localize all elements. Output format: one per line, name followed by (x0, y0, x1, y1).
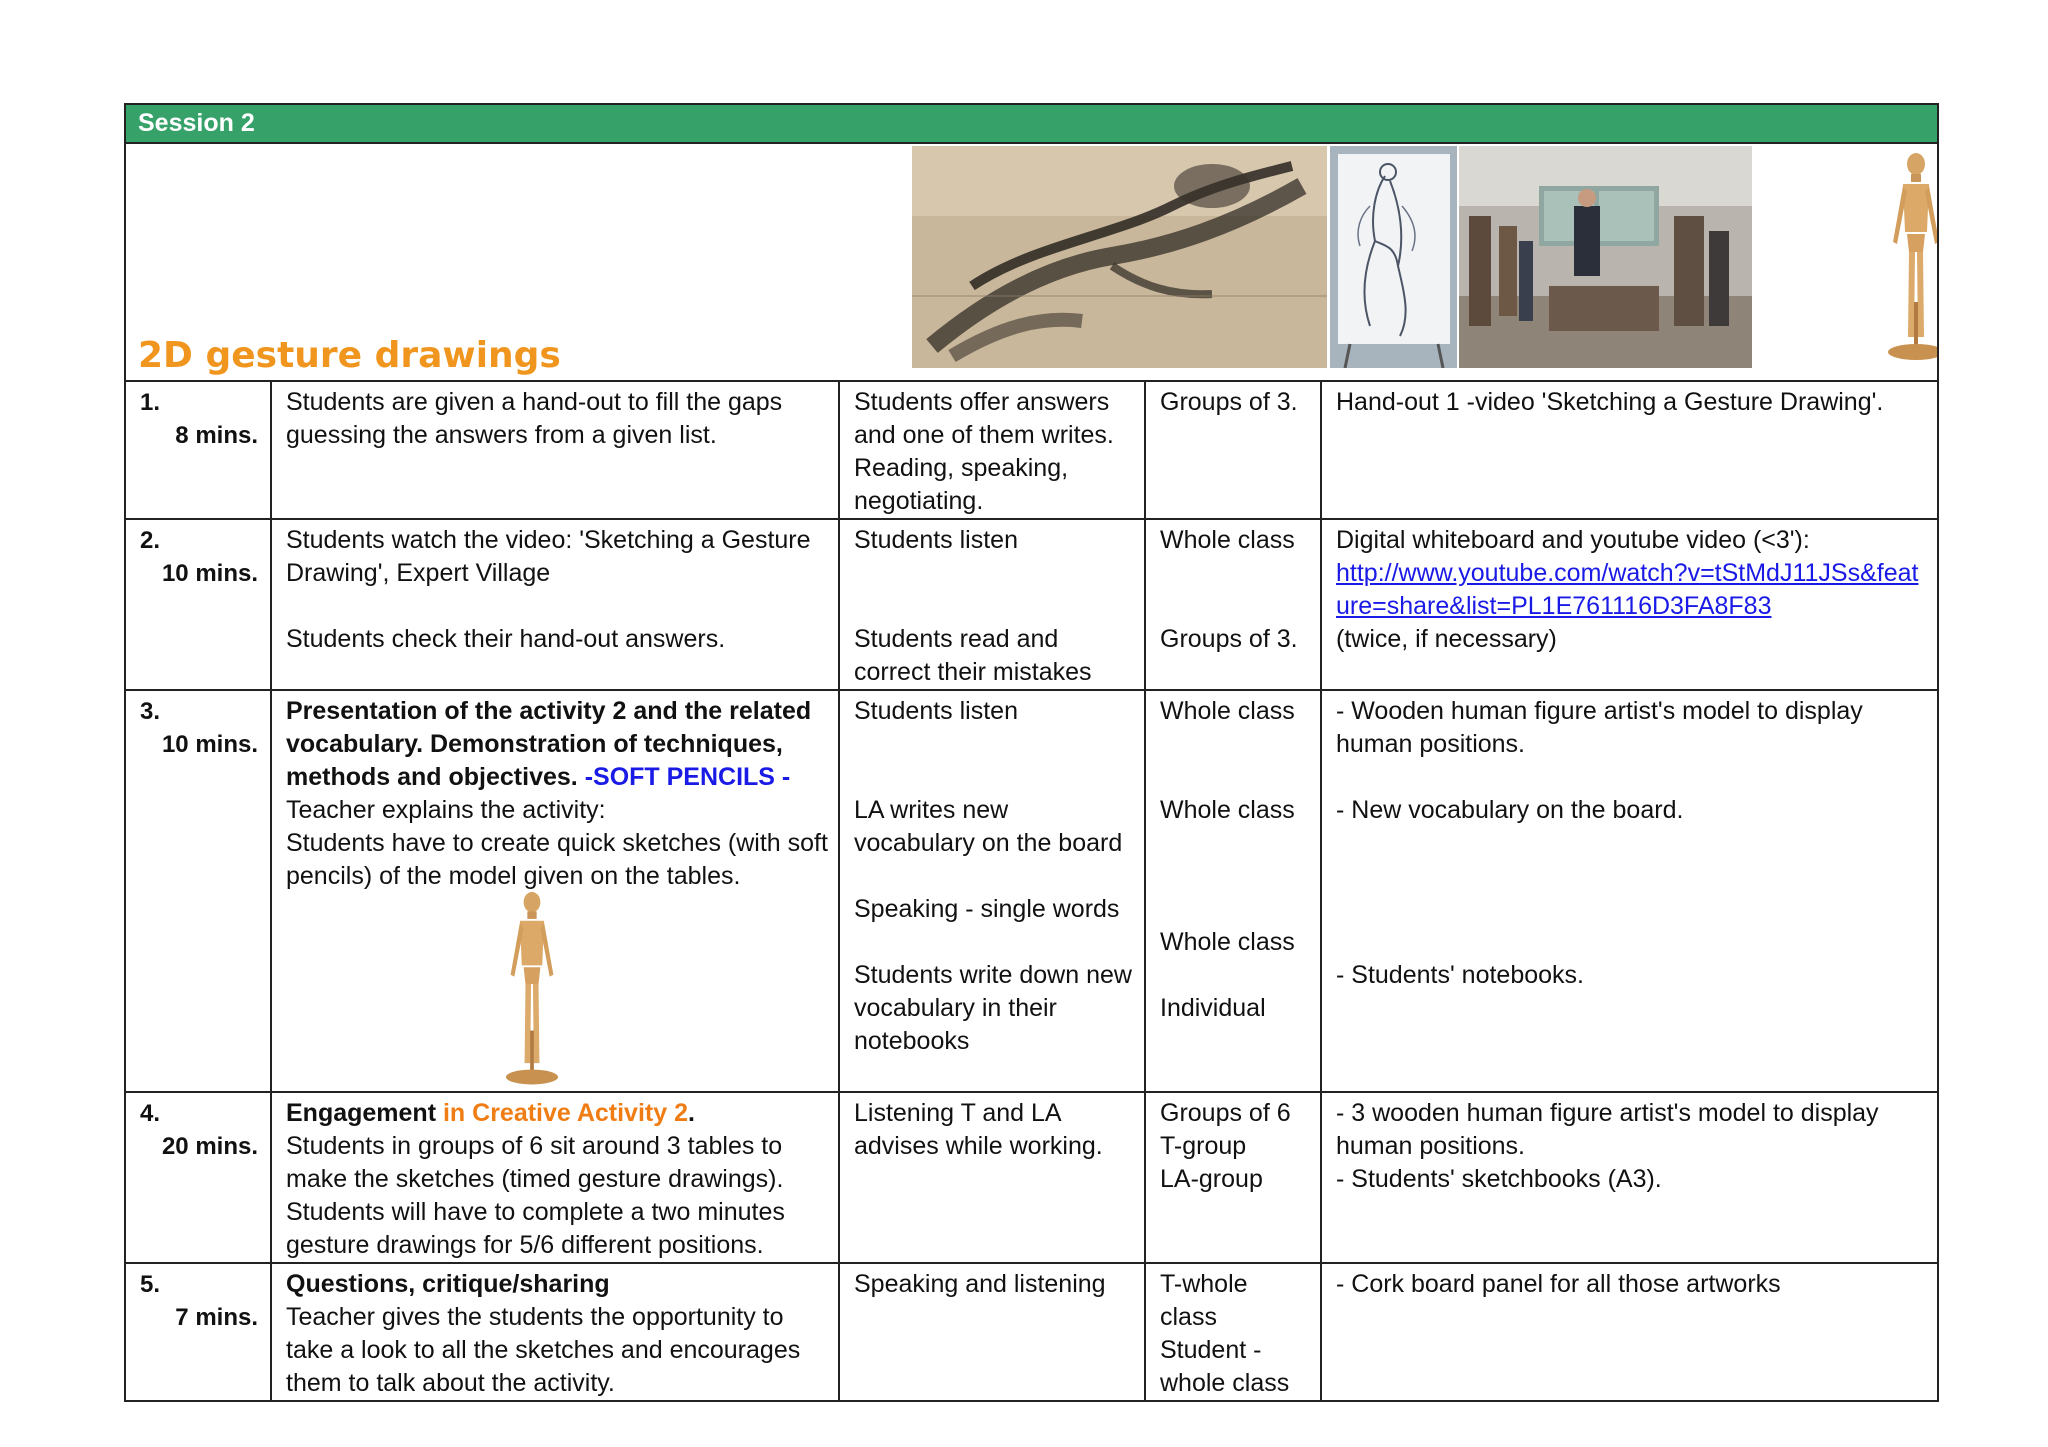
grouping-text: T-whole class (1160, 1270, 1248, 1331)
step-row-3 (125, 690, 1938, 1092)
drawing-class-photo (1459, 146, 1752, 368)
grouping-text: Individual (1160, 994, 1266, 1022)
skills-text: LA writes new vocabulary on the board (854, 796, 1123, 857)
session-header-row (125, 104, 1938, 143)
procedure-cell (271, 519, 839, 690)
grouping-text: Student - whole class (1160, 1336, 1290, 1397)
lesson-plan-table (124, 103, 1939, 1402)
skills-cell (839, 381, 1145, 519)
wooden-mannequin-image (1881, 152, 1938, 374)
procedure-cell (271, 1092, 839, 1263)
skills-cell (839, 1092, 1145, 1263)
step-number-cell (125, 381, 271, 519)
step-row-1 (125, 381, 1938, 519)
skills-text: Students offer answers and one of them writes. Reading, speaking, negotiating. (854, 388, 1114, 515)
step-row-4 (125, 1092, 1938, 1263)
step-number: 2. (140, 527, 161, 554)
procedure-text: Teacher gives the students the opportunity to take a look to all the sketches and encourages them to talk about the activity. (286, 1303, 801, 1397)
skills-text: Listening T and LA advises while working. (854, 1099, 1103, 1160)
resources-text: (twice, if necessary) (1336, 625, 1557, 653)
skills-cell (839, 519, 1145, 690)
skills-text: Speaking - single words (854, 895, 1120, 923)
grouping-text: Groups of 3. (1160, 625, 1298, 653)
procedure-heading: Engagement (286, 1099, 437, 1127)
procedure-text: Students in groups of 6 sit around 3 tables to make the sketches (timed gesture drawings). Students will have to complete a two minutes gesture drawings for 5/6 different positions. (286, 1132, 785, 1259)
skills-cell (839, 1263, 1145, 1401)
resources-text: - Wooden human figure artist's model to display human positions. (1336, 697, 1863, 758)
procedure-cell (271, 1263, 839, 1401)
resources-text: - Cork board panel for all those artworks (1336, 1270, 1781, 1298)
grouping-cell (1145, 1263, 1321, 1401)
skills-text: Speaking and listening (854, 1270, 1106, 1298)
grouping-text: Whole class (1160, 697, 1295, 725)
skills-text: Students listen (854, 526, 1018, 554)
creative-activity-highlight: in Creative Activity 2 (436, 1099, 688, 1127)
resources-text: - Students' sketchbooks (A3). (1336, 1165, 1662, 1193)
title-row (125, 143, 1938, 381)
procedure-text: Teacher explains the activity: (286, 796, 606, 824)
step-number: 4. (140, 1100, 161, 1127)
grouping-cell (1145, 519, 1321, 690)
step-number-cell (125, 690, 271, 1092)
grouping-cell (1145, 1092, 1321, 1263)
session-label: Session 2 (125, 104, 1938, 143)
step-number-cell (125, 1263, 271, 1401)
step-duration: 10 mins. (161, 560, 258, 587)
activity-title: 2D gesture drawings (138, 335, 561, 376)
procedure-heading: Questions, critique/sharing (286, 1270, 610, 1298)
step-duration: 7 mins. (175, 1304, 258, 1331)
procedure-heading-dot: . (687, 1099, 695, 1127)
resources-cell (1321, 381, 1938, 519)
procedure-cell (271, 381, 839, 519)
grouping-text: LA-group (1160, 1165, 1263, 1193)
procedure-text: Students watch the video: 'Sketching a Gesture Drawing', Expert Village (286, 526, 811, 587)
resources-cell (1321, 690, 1938, 1092)
resources-cell (1321, 519, 1938, 690)
grouping-text: Whole class (1160, 928, 1295, 956)
resources-text: Digital whiteboard and youtube video (<3'): (1336, 526, 1810, 554)
title-cell (125, 143, 1938, 381)
easel-sketch-image (1330, 146, 1457, 368)
resources-text: Hand-out 1 -video 'Sketching a Gesture Drawing'. (1336, 388, 1884, 416)
wooden-mannequin-image (492, 891, 572, 1091)
charcoal-figure-drawing-image (912, 146, 1327, 368)
step-number: 1. (140, 389, 161, 416)
resources-text: - New vocabulary on the board. (1336, 796, 1684, 824)
skills-text: Students write down new vocabulary in their notebooks (854, 961, 1132, 1055)
resources-cell (1321, 1092, 1938, 1263)
grouping-text: Whole class (1160, 526, 1295, 554)
grouping-text: Groups of 3. (1160, 388, 1298, 416)
procedure-heading: Presentation of the activity 2 and the related vocabulary. Demonstration of techniques, methods and objectives. (286, 697, 812, 791)
step-number: 3. (140, 698, 161, 725)
procedure-text: Students check their hand-out answers. (286, 625, 726, 653)
step-duration: 10 mins. (161, 731, 258, 758)
resources-cell (1321, 1263, 1938, 1401)
procedure-text: Students are given a hand-out to fill the gaps guessing the answers from a given list. (286, 388, 783, 449)
step-duration: 20 mins. (161, 1133, 258, 1160)
grouping-cell (1145, 690, 1321, 1092)
grouping-text: T-group (1160, 1132, 1247, 1160)
grouping-text: Whole class (1160, 796, 1295, 824)
procedure-text: Students have to create quick sketches (with soft pencils) of the model given on the tables. (286, 829, 828, 890)
step-duration: 8 mins. (175, 422, 258, 449)
soft-pencils-highlight: -SOFT PENCILS - (577, 763, 791, 791)
step-number: 5. (140, 1271, 161, 1298)
skills-text: Students read and correct their mistakes (854, 625, 1092, 686)
step-row-2 (125, 519, 1938, 690)
resources-text: - Students' notebooks. (1336, 961, 1584, 989)
step-row-5 (125, 1263, 1938, 1401)
step-number-cell (125, 1092, 271, 1263)
youtube-video-link[interactable]: http://www.youtube.com/watch?v=tStMdJ11JSs&feature=share&list=PL1E761116D3FA8F83 (1336, 559, 1919, 620)
procedure-cell (271, 690, 839, 1092)
grouping-text: Groups of 6 (1160, 1099, 1291, 1127)
skills-text: Students listen (854, 697, 1018, 725)
step-number-cell (125, 519, 271, 690)
resources-text: - 3 wooden human figure artist's model to display human positions. (1336, 1099, 1879, 1160)
grouping-cell (1145, 381, 1321, 519)
skills-cell (839, 690, 1145, 1092)
